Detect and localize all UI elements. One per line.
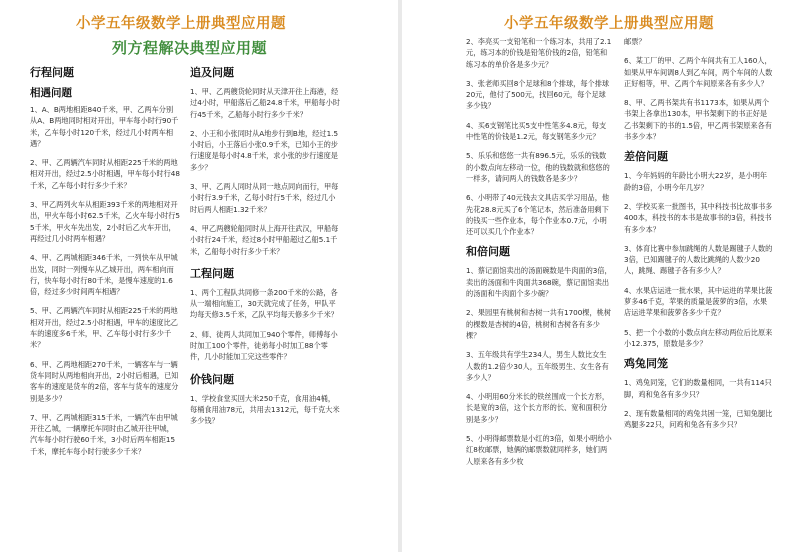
problem-item: 5、甲、乙两辆汽车同时从相距225千米的两地相对开出，经过2.5小时相遇，甲车的速度比乙车的速度多6千米，甲、乙车每小时行多少千米？ [30,306,178,350]
section-title-sum-multiple: 和倍问题 [466,245,510,259]
problem-item: 6、小明带了40元钱去文具店买学习用品，他先花28.8元买了6个笔记本，然后准备用剩下的钱买一些作业本，每个作业本0.7元，小明还可以买几个作业本？ [466,193,610,237]
right-column-2 [624,36,774,438]
left-column-2 [190,66,340,435]
section-title-travel: 行程问题 [30,66,74,79]
problem-item: 2、李亮买一支铅笔和一个练习本，共用了2.1元，练习本的价钱是铅笔价钱的2倍，铅笔和练习本的单价各是多少元？ [466,37,612,69]
section-title-chase: 追及问题 [190,66,234,79]
right-page [402,0,800,552]
problem-item: 6、某工厂的甲、乙两个车间共有工人160人，如果从甲车间调8人到乙车间，两个车间的人数正好相等，甲、乙两个车间原来各有多少人？ [624,56,773,88]
problem-item: 1、甲、乙两艘货轮同时从天津开往上海港，经过4小时，甲船落后乙船24.8千米，甲船每小时行45千米，乙船每小时行多少千米？ [190,87,340,119]
problem-item: 1、今年妈妈的年龄比小明大22岁，是小明年龄的3倍，小明今年几岁？ [624,171,768,192]
problem-item: 2、小王和小张同时从A地步行到B地，经过1.5小时后，小王落后小张0.9千米，已知小王的步行速度是每小时4.8千米，求小张的步行速度是多少？ [190,128,339,172]
problem-item: 2、甲、乙两辆汽车同时从相距225千米的两地相对开出，经过2.5小时相遇，甲车每小时行48千米，乙车每小时行多少千米？ [30,158,180,190]
left-page-subtitle: 列方程解决典型应用题 [112,39,268,57]
problem-item: 5、把一个小数的小数点向左移动两位后比原来小12.375，原数是多少？ [624,327,773,348]
right-page-title: 小学五年级数学上册典型应用题 [504,16,714,32]
problem-item: 3、甲乙两列火车从相距393千米的两地相对开出，甲火车每小时62.5千米，乙火车每小时行55千米，甲火车先出发，2小时后乙火车开出，再经过几小时两车相遇？ [30,200,180,243]
problem-item: 3、张老师买回8个足球和8个排球，每个排球20元，他付了500元，找回60元，每个足球多少钱？ [466,78,610,111]
problem-item: 1、学校食堂买回大米250千克，食用油4桶，每桶食用油78元，共用去1312元，每千克大米多少钱？ [190,393,340,426]
problem-item: 2、师、徒两人共同加工940个零件，师傅每小时加工100个零件，徒弟每小时加工88个零件，几小时能加工完这些零件？ [190,329,338,362]
problem-item: 8、甲、乙两书架共有书1173本，如果从两个书架上各拿出130本，甲书架剩下的书正好是乙书架剩下的书的1.5倍，甲乙两书架原来各有书多少本？ [624,98,772,142]
problem-item: 4、甲乙两艘轮船同时从上海开往武汉，甲船每小时行24千米，经过8小时甲船超过乙船5.1千米，乙船每小时行多少千米？ [190,223,339,256]
problem-item: 3、甲、乙两人同时从同一地点同向而行，甲每小时行3.9千米，乙每小时行5千米，经过几小时后两人相距1.32千米？ [190,182,339,214]
problem-item: 2、果园里有桃树和杏树一共有1700棵，桃树的棵数是杏树的4倍，桃树和杏树各有多少棵？ [466,308,612,340]
problem-item: 7、甲、乙两城相距315千米，一辆汽车由甲城开往乙城，一辆摩托车同时由乙城开往甲城，汽车每小时行驶60千米，3小时后两车相距15千米，摩托车每小时行驶多少千米？ [30,412,178,456]
problem-item: 3、五年级共有学生234人，男生人数比女生人数的1.2倍少30人，五年级男生、女生各有多少人？ [466,350,609,382]
section-title-chicken-rabbit: 鸡兔同笼 [624,357,668,371]
problem-item: 4、买6支钢笔比买5支中性笔多4.8元，每支中性笔的价钱是1.2元，每支钢笔多少元？ [466,120,607,142]
problem-item: 1、鸡兔同笼，它们的数量相同，一共有114只脚，鸡和兔各有多少只？ [624,378,772,399]
problem-item: 5、乐乐和悠悠一共有896.5元，乐乐的钱数的小数点向左移动一位，他的钱数就和悠悠的一样多，请问两人的钱数各是多少？ [466,151,610,183]
left-page-title: 小学五年级数学上册典型应用题 [76,16,286,32]
section-title-diff-multiple: 差倍问题 [624,150,668,164]
problem-item: 4、甲、乙两城相距346千米，一列快车从甲城出发，同时一列慢车从乙城开出，两车相向而行，快车每小时行80千米，是慢车速度的1.6倍，经过多少时间两车相遇？ [30,253,178,297]
problem-item: 1、A、B两地相距840千米，甲、乙两车分别从A、B两地同时相对开出，甲车每小时行90千米，乙车每小时120千米，经过几小时两车相遇？ [30,105,179,148]
problem-item: 1、两个工程队共同修一条200千米的公路，各从一端相向施工，30天就完成了任务，甲队平均每天修3.5千米，乙队平均每天修多少千米？ [190,287,338,320]
subsection-title-meeting: 相遇问题 [30,87,72,99]
problem-item: 3、体育比赛中参加跳绳的人数是踢毽子人数的3倍，已知踢毽子的人数比跳绳的人数少20人，跳绳、踢毽子各有多少人？ [624,243,773,276]
problem-item: 1、蔡记面馆卖出的汤面碗数是牛肉面的3倍，卖出的汤面和牛肉面共368碗，蔡记面馆卖出的汤面和牛肉面个多少碗？ [466,266,612,299]
left-page [0,0,398,552]
problem-item: 2、学校买来一批图书，其中科技书比故事书多400本，科技书的本书是故事书的3倍，科技书有多少本？ [624,201,773,234]
problem-continuation: 邮票？ [624,37,646,46]
problem-item: 4、小明用60分米长的铁丝围成一个长方形，长是宽的3倍，这个长方形的长、宽和面积分别是多少？ [466,392,610,424]
left-column-1 [30,66,180,465]
problem-item: 5、小明得邮票数是小红的3倍，如果小明给小红8枚邮票，她俩的邮票数就同样多，她们两人原来各有多少枚 [466,434,612,466]
right-column-1 [466,36,612,475]
problem-item: 6、甲、乙两地相距270千米，一辆客车与一辆货车同时从两地相向开出，2小时后相遇，已知客车的速度是货车的2倍，客车与货车的速度分别是多少？ [30,359,179,403]
section-title-engineering: 工程问题 [190,266,234,280]
problem-item: 4、水果店运进一批水果，其中运进的苹果比菠萝多46千克，苹果的质量是菠萝的3倍，水果店运进苹果和菠萝各多少千克？ [624,285,773,318]
problem-item: 2、现有数量相同的鸡兔共困一笼，已知兔腿比鸡腿多22只，问鸡和兔各有多少只？ [624,408,773,430]
section-title-price: 价钱问题 [190,372,234,386]
